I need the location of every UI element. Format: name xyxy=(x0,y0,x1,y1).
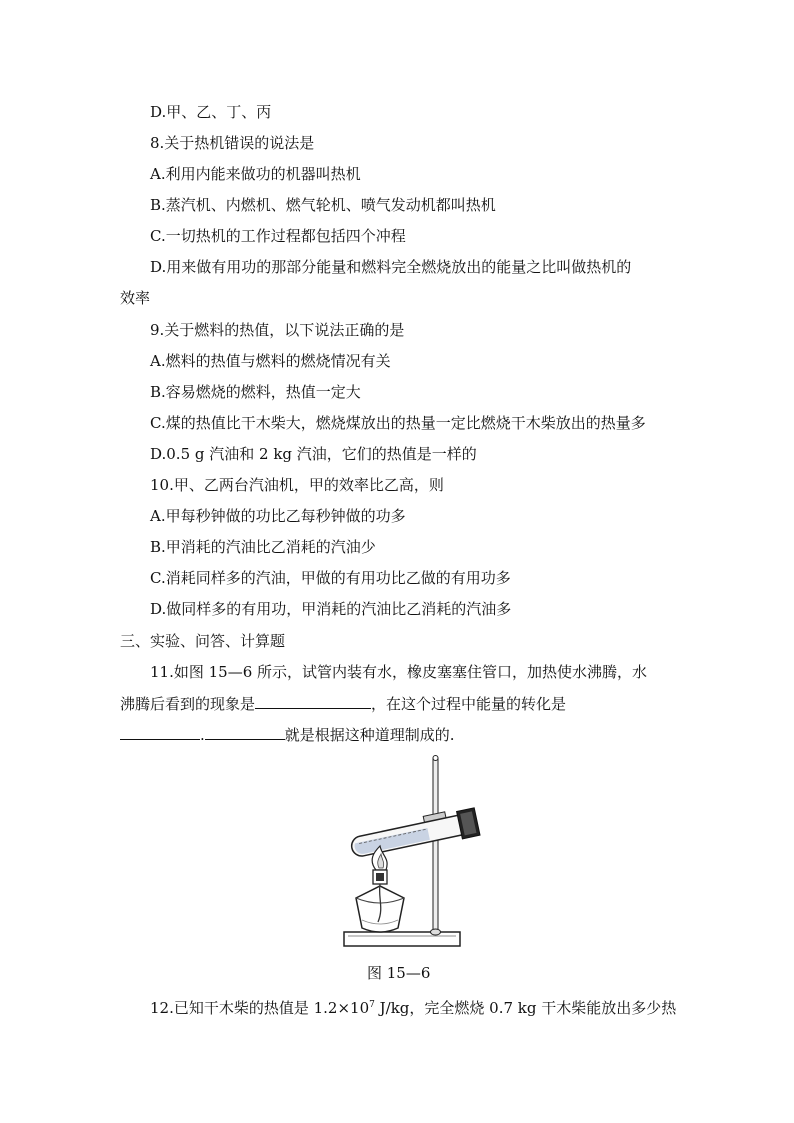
stand-base xyxy=(344,932,460,946)
q8-stem: 8.关于热机错误的说法是 xyxy=(150,134,315,152)
q8-option-c: C.一切热机的工作过程都包括四个冲程 xyxy=(150,227,406,245)
answer-blank-phenomenon[interactable] xyxy=(255,694,371,709)
q10-option-c: C.消耗同样多的汽油，甲做的有用功比乙做的有用功多 xyxy=(150,569,511,587)
q9-option-d: D.0.5 g 汽油和 2 kg 汽油，它们的热值是一样的 xyxy=(150,445,477,463)
q8-option-d-line1: D.用来做有用功的那部分能量和燃料完全燃烧放出的能量之比叫做热机的 xyxy=(150,258,632,276)
q10-option-d: D.做同样多的有用功，甲消耗的汽油比乙消耗的汽油多 xyxy=(150,600,512,618)
test-tube xyxy=(349,808,480,862)
q12-text xyxy=(150,998,676,1018)
q8-option-b: B.蒸汽机、内燃机、燃气轮机、喷气发动机都叫热机 xyxy=(150,196,496,214)
q11-line3-sep: . xyxy=(200,726,205,744)
section-heading: 三、实验、问答、计算题 xyxy=(120,632,286,650)
q10-stem: 10.甲、乙两台汽油机，甲的效率比乙高，则 xyxy=(150,476,444,494)
q10-option-a: A.甲每秒钟做的功比乙每秒钟做的功多 xyxy=(150,507,406,525)
q11-line2-suffix: ，在这个过程中能量的转化是 xyxy=(371,695,567,713)
stand-rod xyxy=(433,758,438,932)
q11-line2 xyxy=(120,694,566,714)
answer-blank-energy-conversion[interactable] xyxy=(120,725,200,740)
q7-option-d: D.甲、乙、丁、丙 xyxy=(150,103,272,121)
q9-option-b: B.容易燃烧的燃料，热值一定大 xyxy=(150,383,361,401)
q12-prefix: 12.已知干木柴的热值是 1.2×10 xyxy=(150,999,370,1017)
test-tube-heating-figure xyxy=(338,752,488,958)
q11-line3-suffix: 就是根据这种道理制成的. xyxy=(284,726,455,744)
q12-suffix: J/kg，完全燃烧 0.7 kg 干木柴能放出多少热 xyxy=(374,999,677,1017)
answer-blank-device[interactable] xyxy=(205,725,285,740)
q8-option-d-line2: 效率 xyxy=(120,289,151,307)
q11-line3 xyxy=(120,725,455,745)
q9-option-a: A.燃料的热值与燃料的燃烧情况有关 xyxy=(150,352,391,370)
q12-exponent: 7 xyxy=(369,1000,375,1010)
q9-option-c: C.煤的热值比干木柴大，燃烧煤放出的热量一定比燃烧干木柴放出的热量多 xyxy=(150,414,646,432)
q11-line2-prefix: 沸腾后看到的现象是 xyxy=(120,695,256,713)
q11-line1: 11.如图 15—6 所示，试管内装有水，橡皮塞塞住管口，加热使水沸腾，水 xyxy=(150,663,648,681)
q8-option-a: A.利用内能来做功的机器叫热机 xyxy=(150,165,361,183)
figure-caption: 图 15—6 xyxy=(367,964,431,982)
q9-stem: 9.关于燃料的热值，以下说法正确的是 xyxy=(150,321,405,339)
q10-option-b: B.甲消耗的汽油比乙消耗的汽油少 xyxy=(150,538,376,556)
